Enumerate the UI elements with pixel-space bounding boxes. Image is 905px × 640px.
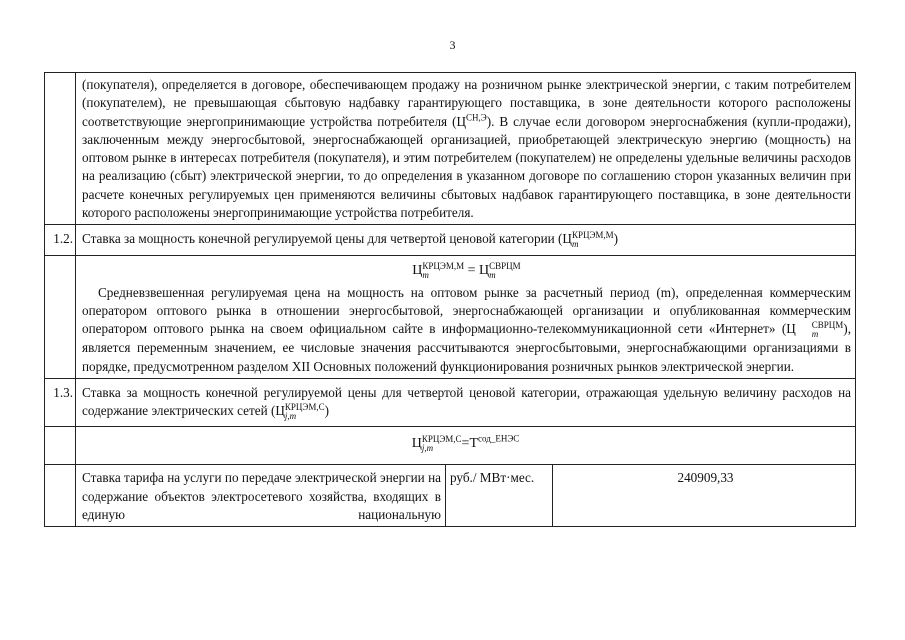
page-number: 3	[449, 38, 456, 52]
row-1-2-heading: Ставка за мощность конечной регулируемой цены для четвертой ценовой категории (Ц КРЦЭМ,М m )	[76, 225, 856, 256]
tariff-row	[76, 465, 856, 527]
row-1-3-heading: Ставка за мощность конечной регулируемой цены для четвертой ценовой категории, отражающая удельную величину расходов на содержание электрических сетей (Ц КРЦЭМ,С j,m )	[76, 379, 856, 427]
tariff-table	[44, 72, 856, 527]
row-1-2-number: 1.2.	[45, 225, 76, 256]
row-1-3-tariff-number	[45, 465, 76, 527]
formula-1-2: Ц КРЦЭМ,М m = Ц СВРЦМ m	[412, 261, 521, 281]
row-1-3-number: 1.3.	[45, 379, 76, 427]
row-1-2-formula-cell	[76, 256, 856, 379]
tariff-unit: руб./ МВт·мес.	[446, 465, 553, 526]
row-prev-text: (покупателя), определяется в договоре, обеспечивающем продажу на розничном рынке электрической энергии, с таким потребителем (покупателем), не превышающая сбытовую надбавку гарантирующего поставщика, в зоне деятельности которого расположены соответствующие энергопринимающие устройства потребителя $(Ц^{СН,Э})$. В случае если договором энергоснабжения (купли-продажи), заключенным между энергосбытовой, энергоснабжающей организацией, приобретающей электрическую энергию (мощность) на оптовом рынке в интересах потребителя (покупателя), и этим потребителем (покупателем) не определены удельные величины расходов на реализацию (сбыт) электрической энергии, то до определения в указанном договоре по соглашению сторон указанных величин при расчете конечных регулируемых цен применяются величины сбытовых надбавок гарантирующего поставщика, в зоне деятельности которого расположены энергопринимающие устройства потребителя.	[76, 73, 856, 225]
tariff-label: Ставка тарифа на услуги по передаче электрической энергии на содержание объектов электросетевого хозяйства, входящих в единую национальную	[76, 465, 446, 526]
row-1-3-formula-number	[45, 427, 76, 465]
row-1-2-formula-number	[45, 256, 76, 379]
formula-1-3: Ц КРЦЭМ,С j,m $=Т^{сод\_ЕНЭС}$	[76, 427, 856, 465]
row-prev-number	[45, 73, 76, 225]
row-1-2-description: Средневзвешенная регулируемая цена на мощность на оптовом рынке за расчетный период (m), определенная коммерческим оператором оптового рынка в отношении энергосбытовой, энергоснабжающей организации и опубликованная коммерческим оператором оптового рынка на своем официальном сайте в информационно-телекоммуникационной сети «Интернет» (Ц СВРЦМ m ), является переменным значением, ее числовые значения рассчитываются энергосбытовыми, энергоснабжающими организациями в порядке, предусмотренном разделом XII Основных положений функционирования розничных рынков электрической энергии.	[82, 284, 851, 374]
tariff-value: 240909,33	[677, 470, 734, 486]
